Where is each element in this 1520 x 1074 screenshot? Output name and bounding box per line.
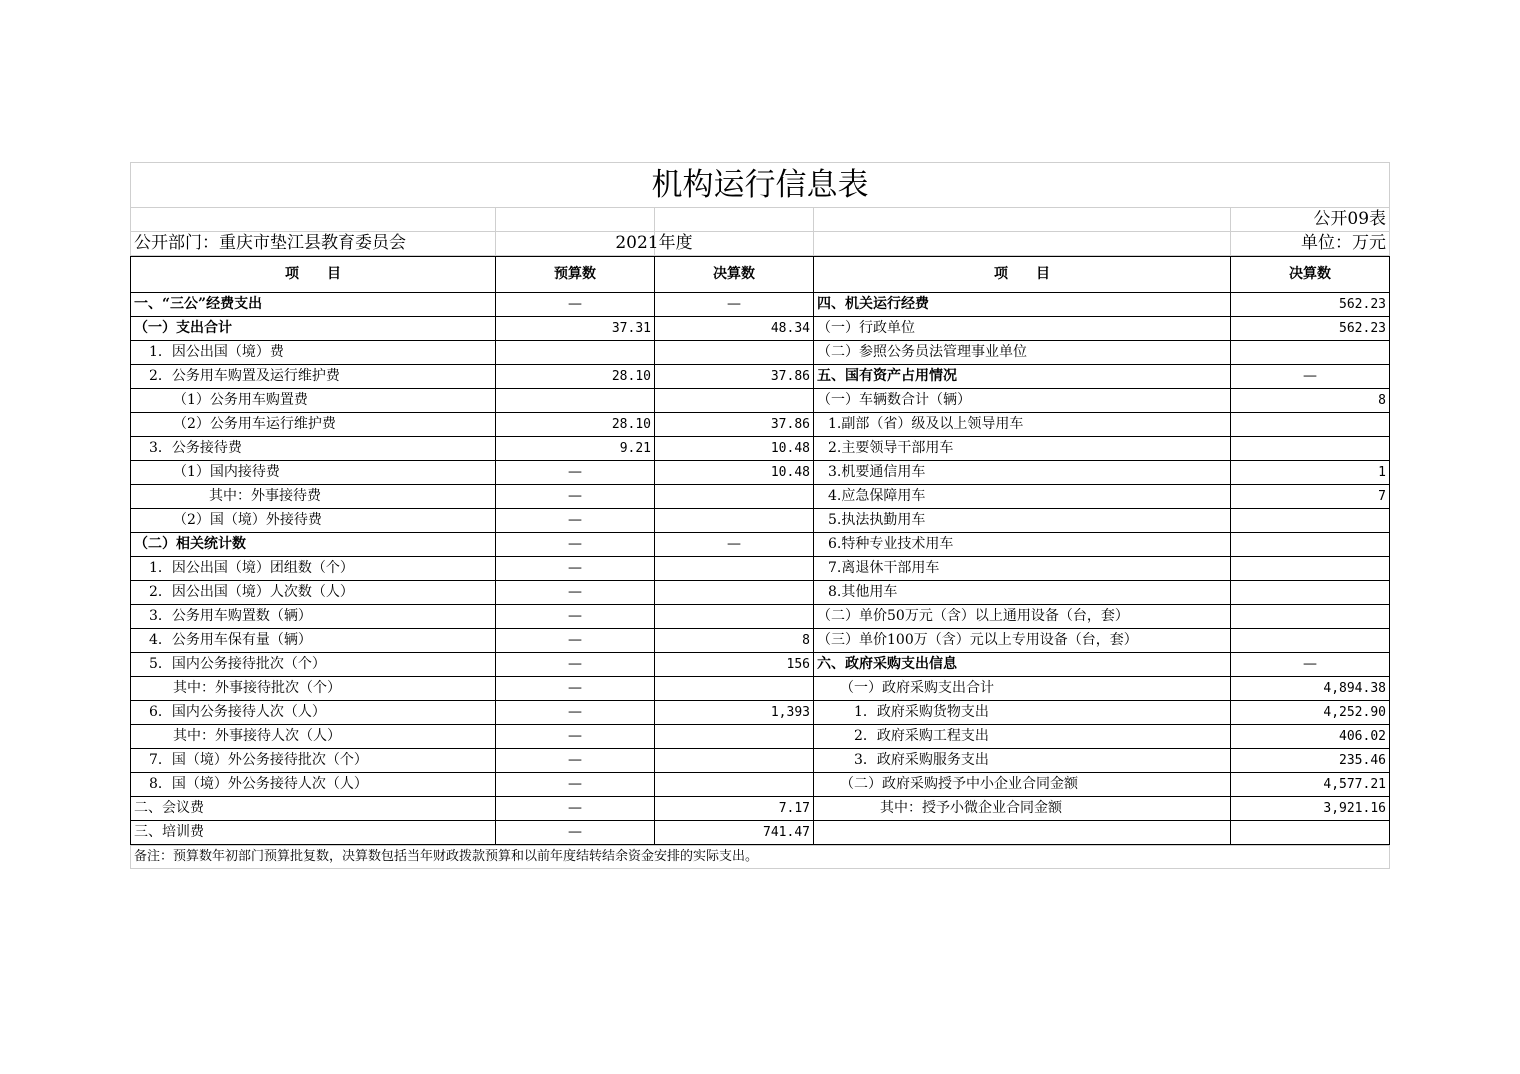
row-final-right-value: 562.23	[1231, 293, 1390, 317]
department-label: 公开部门：重庆市垫江县教育委员会	[131, 232, 496, 256]
table-row	[131, 677, 1390, 701]
row-item-right: （一）政府采购支出合计	[814, 677, 1231, 701]
row-item-right: （二）单价50万元（含）以上通用设备（台，套）	[814, 605, 1231, 629]
year-label: 2021年度	[655, 232, 814, 256]
row-item-left: （1）国内接待费	[131, 461, 496, 485]
table-row	[131, 533, 1390, 557]
row-budget-value: 28.10	[496, 365, 655, 389]
row-final-value: —	[655, 293, 814, 317]
row-item-right: 四、机关运行经费	[814, 293, 1231, 317]
row-item-right: （三）单价100万（含）元以上专用设备（台，套）	[814, 629, 1231, 653]
row-final-value	[655, 341, 814, 365]
row-final-value: 1,393	[655, 701, 814, 725]
row-final-right-value: 8	[1231, 389, 1390, 413]
row-final-value: 8	[655, 629, 814, 653]
row-final-value	[655, 581, 814, 605]
row-final-right-value	[1231, 413, 1390, 437]
col-header-final: 决算数	[655, 257, 814, 293]
footnote: 备注：预算数年初部门预算批复数，决算数包括当年财政拨款预算和以前年度结转结余资金安排的实际支出。	[131, 846, 1390, 869]
table-row	[131, 413, 1390, 437]
col-header-budget: 预算数	[496, 257, 655, 293]
row-item-right: 2．政府采购工程支出	[814, 725, 1231, 749]
unit-label: 单位：万元	[1231, 232, 1390, 256]
row-item-right: （二）政府采购授予中小企业合同金额	[814, 773, 1231, 797]
row-budget-value: —	[496, 677, 655, 701]
row-budget-value: —	[496, 773, 655, 797]
row-item-right: 5.执法执勤用车	[814, 509, 1231, 533]
row-budget-value: —	[496, 821, 655, 845]
row-item-left: 5．国内公务接待批次（个）	[131, 653, 496, 677]
row-final-right-value: —	[1231, 653, 1390, 677]
row-final-right-value	[1231, 605, 1390, 629]
table-row	[131, 485, 1390, 509]
row-budget-value: 37.31	[496, 317, 655, 341]
row-final-right-value: 1	[1231, 461, 1390, 485]
row-budget-value	[496, 341, 655, 365]
table-row	[131, 365, 1390, 389]
table-row	[131, 341, 1390, 365]
row-budget-value: —	[496, 605, 655, 629]
row-final-value: 156	[655, 653, 814, 677]
row-item-right: （一）车辆数合计（辆）	[814, 389, 1231, 413]
row-item-left: 1．因公出国（境）费	[131, 341, 496, 365]
row-item-left: 其中：外事接待批次（个）	[131, 677, 496, 701]
row-budget-value: —	[496, 293, 655, 317]
row-item-right: 五、国有资产占用情况	[814, 365, 1231, 389]
row-budget-value: —	[496, 629, 655, 653]
row-final-right-value: 4,577.21	[1231, 773, 1390, 797]
row-final-right-value	[1231, 341, 1390, 365]
row-final-right-value	[1231, 821, 1390, 845]
row-budget-value	[496, 389, 655, 413]
row-final-value	[655, 677, 814, 701]
row-item-right: 1.副部（省）级及以上领导用车	[814, 413, 1231, 437]
row-final-value	[655, 485, 814, 509]
row-budget-value: —	[496, 461, 655, 485]
table-row	[131, 557, 1390, 581]
row-item-left: 3．公务接待费	[131, 437, 496, 461]
row-final-right-value	[1231, 629, 1390, 653]
row-item-left: 一、“三公”经费支出	[131, 293, 496, 317]
row-item-right: 6.特种专业技术用车	[814, 533, 1231, 557]
row-final-value: 37.86	[655, 365, 814, 389]
row-final-right-value: 406.02	[1231, 725, 1390, 749]
row-budget-value: —	[496, 557, 655, 581]
row-final-value: 7.17	[655, 797, 814, 821]
table-row	[131, 701, 1390, 725]
row-budget-value: 9.21	[496, 437, 655, 461]
row-budget-value: —	[496, 701, 655, 725]
row-budget-value: —	[496, 509, 655, 533]
row-item-right: 六、政府采购支出信息	[814, 653, 1231, 677]
row-final-value: 37.86	[655, 413, 814, 437]
row-final-value: 10.48	[655, 437, 814, 461]
col-header-final-right: 决算数	[1231, 257, 1390, 293]
row-item-left: 3．公务用车购置数（辆）	[131, 605, 496, 629]
row-final-right-value	[1231, 557, 1390, 581]
table-row	[131, 749, 1390, 773]
table-row	[131, 293, 1390, 317]
row-item-left: 其中：外事接待费	[131, 485, 496, 509]
table-row	[131, 653, 1390, 677]
table-row	[131, 797, 1390, 821]
data-table	[130, 256, 1390, 845]
row-item-right: 其中：授予小微企业合同金额	[814, 797, 1231, 821]
row-final-value	[655, 389, 814, 413]
row-item-left: 1．因公出国（境）团组数（个）	[131, 557, 496, 581]
row-final-right-value: 562.23	[1231, 317, 1390, 341]
row-item-left: （1）公务用车购置费	[131, 389, 496, 413]
row-final-value	[655, 773, 814, 797]
row-item-right: 1．政府采购货物支出	[814, 701, 1231, 725]
row-item-right: 2.主要领导干部用车	[814, 437, 1231, 461]
form-number: 公开09表	[1231, 208, 1390, 232]
row-budget-value: —	[496, 485, 655, 509]
row-item-left: 二、会议费	[131, 797, 496, 821]
row-final-right-value: —	[1231, 365, 1390, 389]
row-final-right-value	[1231, 437, 1390, 461]
row-final-value	[655, 605, 814, 629]
row-item-left: 三、培训费	[131, 821, 496, 845]
row-final-value	[655, 509, 814, 533]
row-item-right: 3．政府采购服务支出	[814, 749, 1231, 773]
table-row	[131, 773, 1390, 797]
row-budget-value: —	[496, 581, 655, 605]
row-item-left: 6．国内公务接待人次（人）	[131, 701, 496, 725]
row-item-left: 2．公务用车购置及运行维护费	[131, 365, 496, 389]
row-budget-value: 28.10	[496, 413, 655, 437]
row-item-left: 8．国（境）外公务接待人次（人）	[131, 773, 496, 797]
row-item-right: （二）参照公务员法管理事业单位	[814, 341, 1231, 365]
report-sheet	[130, 162, 1389, 869]
row-final-value: 10.48	[655, 461, 814, 485]
row-final-value	[655, 557, 814, 581]
row-budget-value: —	[496, 749, 655, 773]
row-final-value	[655, 725, 814, 749]
row-budget-value: —	[496, 653, 655, 677]
row-budget-value: —	[496, 533, 655, 557]
row-final-right-value: 7	[1231, 485, 1390, 509]
row-final-right-value: 235.46	[1231, 749, 1390, 773]
row-item-left: 其中：外事接待人次（人）	[131, 725, 496, 749]
page-title: 机构运行信息表	[131, 163, 1390, 208]
table-row	[131, 605, 1390, 629]
row-final-right-value	[1231, 581, 1390, 605]
row-item-left: 2．因公出国（境）人次数（人）	[131, 581, 496, 605]
table-row	[131, 389, 1390, 413]
col-header-item-left: 项 目	[131, 257, 496, 293]
table-row	[131, 461, 1390, 485]
table-row	[131, 581, 1390, 605]
table-row	[131, 509, 1390, 533]
row-item-right: 4.应急保障用车	[814, 485, 1231, 509]
row-item-left: （2）公务用车运行维护费	[131, 413, 496, 437]
row-final-value: —	[655, 533, 814, 557]
table-row	[131, 437, 1390, 461]
row-final-value: 741.47	[655, 821, 814, 845]
column-header-row	[131, 257, 1390, 293]
table-row	[131, 725, 1390, 749]
row-final-right-value: 3,921.16	[1231, 797, 1390, 821]
row-item-right: （一）行政单位	[814, 317, 1231, 341]
note-table	[130, 845, 1390, 869]
row-final-right-value: 4,894.38	[1231, 677, 1390, 701]
row-final-right-value	[1231, 509, 1390, 533]
row-budget-value: —	[496, 797, 655, 821]
table-row	[131, 821, 1390, 845]
table-row	[131, 317, 1390, 341]
row-item-left: （一）支出合计	[131, 317, 496, 341]
header-table	[130, 162, 1390, 256]
row-item-right: 3.机要通信用车	[814, 461, 1231, 485]
row-final-right-value: 4,252.90	[1231, 701, 1390, 725]
row-final-value: 48.34	[655, 317, 814, 341]
row-item-left: 7．国（境）外公务接待批次（个）	[131, 749, 496, 773]
row-item-left: （2）国（境）外接待费	[131, 509, 496, 533]
row-item-right	[814, 821, 1231, 845]
row-item-left: 4．公务用车保有量（辆）	[131, 629, 496, 653]
row-item-right: 7.离退休干部用车	[814, 557, 1231, 581]
table-row	[131, 629, 1390, 653]
row-final-value	[655, 749, 814, 773]
row-item-right: 8.其他用车	[814, 581, 1231, 605]
row-budget-value: —	[496, 725, 655, 749]
col-header-item-right: 项 目	[814, 257, 1231, 293]
row-final-right-value	[1231, 533, 1390, 557]
row-item-left: （二）相关统计数	[131, 533, 496, 557]
